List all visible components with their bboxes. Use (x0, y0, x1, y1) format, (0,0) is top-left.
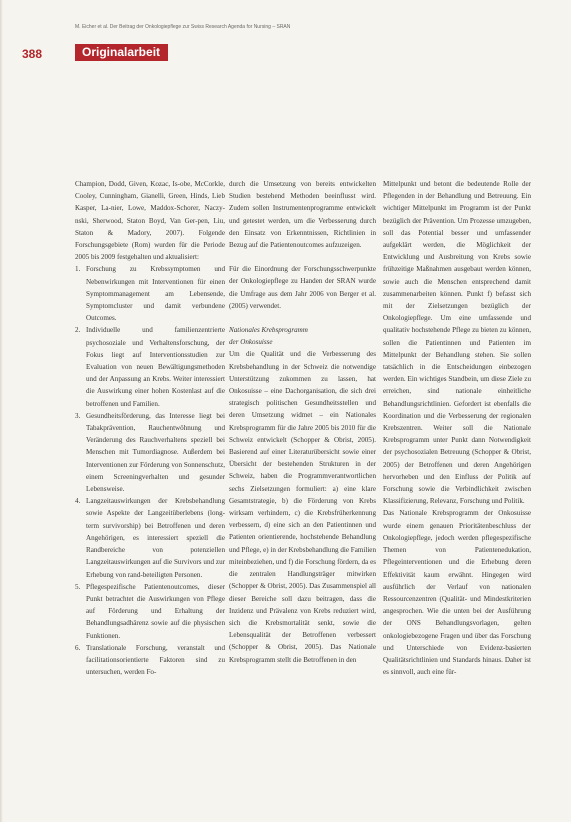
page-edge-shadow (0, 0, 3, 822)
section-heading (229, 324, 376, 348)
section-tag: Originalarbeit (75, 44, 168, 61)
list-number: 1. (75, 265, 81, 274)
list-text: Gesundheitsförderung, das Interesse liegt bei Tabakprävention, Rauchentwöhnung und Veränderung des Rauchverhaltens speziell bei Menschen mit Tumordiagnose. Außerdem bei Interventionen zur Förderung von Sonnenschutz, einem Screeningverhalten und gesunder Lebensweise. (86, 411, 225, 494)
text-column-3 (383, 178, 531, 678)
list-item (75, 495, 225, 580)
list-item (75, 581, 225, 642)
list-item (75, 642, 225, 679)
research-list (75, 263, 225, 678)
list-number: 2. (75, 326, 81, 335)
paragraph: Mittelpunkt und betont die bedeutende Rolle der Pflegenden in der Behandlung und Betreuung. Ein wichtiger Mittelpunkt im Programm ist der Punkt bezüglich der Prävention. Um Prozesse umzugeben, soll das Potential besser und umfassender aufgeklärt werden, die Möglichkeit der Entwicklung und Ausbreitung von Krebs sowie frühzeitige Maßnahmen ausgebaut werden können, sowie auch die Menschen entsprechend damit zusammenarbeiten können. Punkt f) befasst sich mit der Zielsetzungen bezüglich der Onkologiepflege. Um eine umfassende und qualitativ hochstehende Pflege zu bieten zu können, sollen die Patientinnen und Patienten im Mittelpunkt der Behandlung stehen. Sie sollen tatsächlich in die Entscheidungen einbezogen werden. Ein wichtiges Standbein, um diese Ziele zu erreichen, sind nationale einheitliche Behandlungsrichtlinien. Gefordert ist ebenfalls die Koordination und die Verbesserung der regionalen Krebszentren. Weiter soll die Nationale Krebsprogramm unter Punkt dann Notwendigkeit der psychosozialen Betreuung (Schopper & Obrist, 2005) der Betroffenen und deren Angehörigen hervorheben und den Einfluss der Politik auf Forschung sowie die Verbindlichkeit zwischen Klassifizierung, Relevanz, Forschung und Politik. (383, 180, 531, 506)
list-item (75, 263, 225, 324)
list-text: Langzeitauswirkungen der Krebsbehandlung sowie Aspekte der Langzeitüberlebens (long-term survivorship) bei Betroffenen und deren Angehörigen, es interessiert speziell die Randbereiche von potenziellen Langzeitauswirkungen auf die Survivors und zur Erhebung von rand-beteiligten Personen. (86, 497, 225, 579)
running-head: M. Eicher et al. Der Beitrag der Onkologiepflege zur Swiss Research Agenda for Nursing – SRAN (75, 24, 291, 30)
paragraph: Das Nationale Krebsprogramm der Onkosuisse wurde einem genauen Prioritätenbeschluss der Onkologiepflege, jedoch werden pflegespezifische Themen von Patientenedukation, Pflegeinterventionen und die Erhebung deren Effektivität kaum erwähnt. Hingegen wird ausführlich der Verlauf von nationalen Ressourcenzentren (Qualität- und Mindestkriterien angesprochen. Wie die unten bei der Ausführung der ONS Behandlungsvorlagen, gelten onkologiebezogene Fragen und über das Forschung und Unterschiede von Evidenz-basierten Qualitätsrichtlinien und Standards hinaus. Daher ist es sinnvoll, auch eine für- (383, 509, 531, 677)
paragraph: Um die Qualität und die Verbesserung des Krebsbehandlung in der Schweiz die notwendige Unterstützung zukommen zu lassen, hat Onkosuisse – eine Dachorganisation, die sich drei strategisch politischen Gesundheitsstellen und deren Umsetzung widmet – ein Nationales Krebsprogramm für die Jahre 2005 bis 2010 für die Schweiz entwickelt (Schopper & Obrist, 2005). Basierend auf einer Literaturübersicht sowie einer Übersicht der bestehenden Strukturen in der Schweiz, haben die Programmverantwortlichen sechs Zielsetzungen formuliert: a) eine klare Gesamtstrategie, b) die Förderung von Krebs wirksam verhindern, c) die Krebsfrüherkennung verbessern, d) eine sich an den Patientinnen und Patienten orientierende, hochstehende Behandlung und Pflege, e) in der Krebsbehandlung die Familien miteinbeziehen, und f) die Forschung fördern, da es die zentralen Handlungsträger mitwirken (Schopper & Obrist, 2005). Das Zusammenspiel all dieser Bereiche soll dazu beitragen, dass die Inzidenz und Prävalenz von Krebs reduziert wird, sich die Krebsmortalität senkt, sowie die Lebensqualität der Betroffenen verbessert (Schopper & Obrist, 2005). Das Nationale Krebsprogramm stellt die Betroffenen in den (229, 350, 376, 664)
list-text: Pflegespezifische Patientenoutcomes, dieser Punkt betrachtet die Auswirkungen von Pflege auf Förderung und Erhaltung der Behandlungsadhärenz sowie auf die physischen Funktionen. (86, 582, 225, 640)
text-column-1 (75, 178, 225, 678)
list-item (75, 324, 225, 409)
list-number: 4. (75, 497, 81, 506)
list-text: Translationale Forschung, veranstalt und facilitationsorientierte Faktoren sind zu untersuchen, werden Fo- (86, 643, 225, 677)
page-number: 388 (22, 47, 43, 61)
section-heading-line: der Onkosuisse (229, 338, 273, 347)
list-number: 3. (75, 411, 81, 420)
section-heading-line: Nationales Krebsprogramm (229, 326, 308, 335)
paragraph: Champion, Dodd, Given, Kozac, Is-obe, McCorkle, Cooley, Cunningham, Gianelli, Green, Hinds, Lieb Kasper, La-nier, Lowe, Maddox-Schorer, Naczy-nski, Sherwood, Staton Boyd, Van Ger-pen, Liu, Staton & Madory, 2007). Folgende Forschungsgebiete (Rom) wurden für die Periode 2005 bis 2009 festgehalten und aktualisiert: (75, 180, 225, 262)
list-text: Individuelle und familienzentrierte psychosoziale und Verhaltensforschung, der Fokus liegt auf Interventionsstudien zur Evaluation von neuen Bewältigungsmethoden und der Anpassung an Krebs. Weiter interessiert die Auswirkung einer hohen Kostenlast auf die betroffenen und Familien. (86, 326, 225, 408)
paragraph: durch die Umsetzung von bereits entwickelten Studien bestehend Methoden beeinflusst wird. Zudem sollen Instrumentenprogramme entwickelt und getestet werden, um die Verbesserung durch den Einsatz von Erkenntnissen, Richtlinien in Bezug auf die Patientenoutcomes aufzuzeigen. (229, 180, 376, 250)
list-item (75, 410, 225, 495)
list-number: 6. (75, 643, 81, 652)
text-column-2 (229, 178, 376, 666)
list-text: Forschung zu Krebssymptomen und Nebenwirkungen mit Interventionen für einen Symptommanagement am Lebensende, Symptomcluster und damit verbundene Outcomes. (86, 265, 225, 323)
list-number: 5. (75, 582, 81, 591)
paragraph: Für die Einordnung der Forschungsschwerpunkte der Onkologiepflege zu Handen der SRAN wurde die Umfrage aus dem Jahr 2006 von Berger et al. (2005) verwendet. (229, 265, 376, 310)
